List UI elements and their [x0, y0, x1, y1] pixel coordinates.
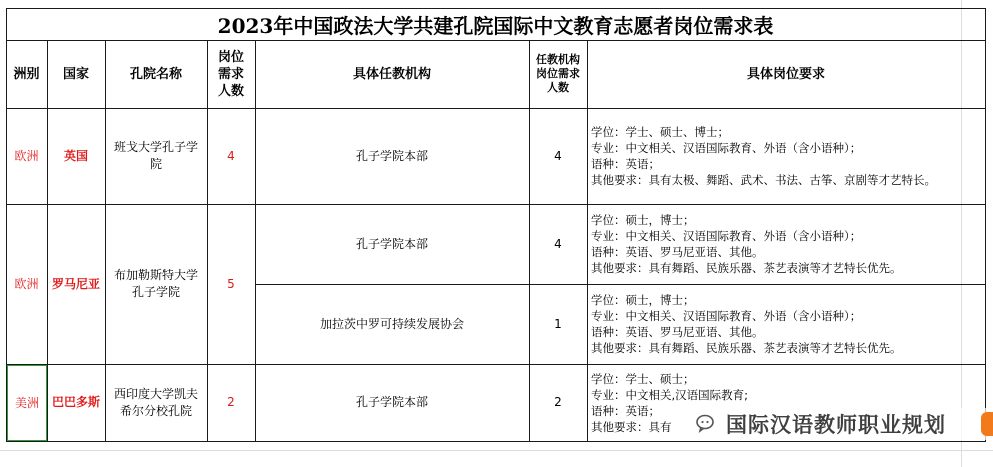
cell-institution[interactable]: 孔子学院本部: [355, 236, 428, 251]
header-demand-each[interactable]: 任教机构岗位需求人数: [536, 53, 580, 94]
header-institute[interactable]: 孔院名称: [129, 66, 182, 82]
cell-continent[interactable]: 欧洲: [14, 148, 39, 163]
cell-country[interactable]: 英国: [63, 148, 88, 163]
cell-institute[interactable]: 西印度大学凯夫希尔分校孔院: [113, 386, 198, 418]
requirement-line: 语种：英语；: [591, 403, 660, 418]
requirement-line: 其他要求：具有太极、舞蹈、武术、书法、古筝、京剧等才艺特长。: [591, 173, 936, 187]
table-border: [207, 40, 208, 442]
table-border: [47, 40, 48, 442]
cell-demand-each[interactable]: 1: [554, 316, 562, 331]
cell-institution[interactable]: 孔子学院本部: [355, 395, 428, 409]
table-border: [6, 8, 986, 9]
cell-requirements[interactable]: [587, 284, 985, 364]
requirement-line: 学位：硕士，博士；: [591, 293, 695, 307]
cell-institute[interactable]: 布加勒斯特大学孔子学院: [113, 268, 198, 299]
cell-requirements[interactable]: [587, 108, 985, 204]
gridline: [0, 450, 993, 451]
table-border: [6, 204, 986, 205]
table-border: [105, 40, 106, 442]
header-requirements[interactable]: 具体岗位要求: [746, 66, 825, 82]
requirement-line: 专业：中文相关、汉语国际教育、外语（含小语种）；: [591, 309, 862, 323]
cell-demand-each[interactable]: 4: [554, 236, 562, 251]
cell-institution[interactable]: 孔子学院本部: [355, 148, 428, 163]
requirement-line: 学位：学士、硕士、博士；: [591, 125, 729, 139]
table-title[interactable]: 2023年中国政法大学共建孔院国际中文教育志愿者岗位需求表: [217, 13, 774, 38]
table-border: [587, 40, 588, 442]
requirement-line: 专业：中文相关、汉语国际教育、外语（含小语种）；: [591, 141, 862, 155]
requirement-line: 其他要求：具有: [591, 419, 672, 434]
table-border: [6, 108, 986, 109]
cell-country[interactable]: 巴巴多斯: [51, 395, 100, 409]
selected-cell-continent[interactable]: 美洲: [6, 364, 48, 442]
requirement-line: 专业：中文相关、汉语国际教育、外语（含小语种）；: [591, 229, 862, 243]
cell-demand-total[interactable]: 4: [227, 148, 235, 163]
cell-demand-each[interactable]: 2: [554, 395, 562, 409]
header-demand-total[interactable]: 岗位需求人数: [217, 49, 244, 99]
cell-institute[interactable]: 班戈大学孔子学院: [113, 140, 198, 171]
requirement-line: 专业：中文相关,汉语国际教育;: [591, 387, 749, 402]
cell-institution[interactable]: 加拉茨中罗可持续发展协会: [319, 316, 464, 331]
cell-requirements[interactable]: [587, 204, 985, 284]
table-border: [6, 441, 986, 442]
requirement-line: 学位：硕士，博士；: [591, 213, 695, 227]
requirement-line: 语种：英语、罗马尼亚语、其他。: [591, 325, 764, 339]
table-border: [529, 40, 530, 442]
cell-demand-each[interactable]: 4: [554, 148, 562, 163]
table-border: [255, 40, 256, 442]
cell-continent[interactable]: 欧洲: [14, 276, 39, 291]
table-border: [6, 40, 986, 41]
cell-country[interactable]: 罗马尼亚: [51, 276, 100, 291]
table-border: [6, 8, 7, 442]
cell-demand-total[interactable]: 2: [227, 395, 235, 409]
requirement-line: 语种：英语；: [591, 157, 660, 171]
header-continent[interactable]: 洲别: [13, 66, 40, 82]
watermark: [690, 408, 993, 440]
requirement-line: 其他要求：具有舞蹈、民族乐器、茶艺表演等才艺特长优先。: [591, 261, 902, 275]
requirement-line: 语种：英语、罗马尼亚语、其他。: [591, 245, 764, 259]
cell-demand-total[interactable]: 5: [227, 276, 235, 291]
watermark-text: 国际汉语教师职业规划: [726, 413, 946, 437]
requirement-line: 学位：学士、硕士；: [591, 371, 695, 386]
header-country[interactable]: 国家: [62, 66, 89, 82]
table-border: [6, 364, 986, 365]
header-institution[interactable]: 具体任教机构: [352, 66, 431, 82]
table-border: [985, 8, 986, 442]
requirement-line: 其他要求：具有舞蹈、民族乐器、茶艺表演等才艺特长优先。: [591, 341, 902, 355]
table-border: [255, 284, 986, 285]
watermark-badge: [981, 412, 993, 436]
wechat-bubble-icon: [696, 414, 718, 434]
